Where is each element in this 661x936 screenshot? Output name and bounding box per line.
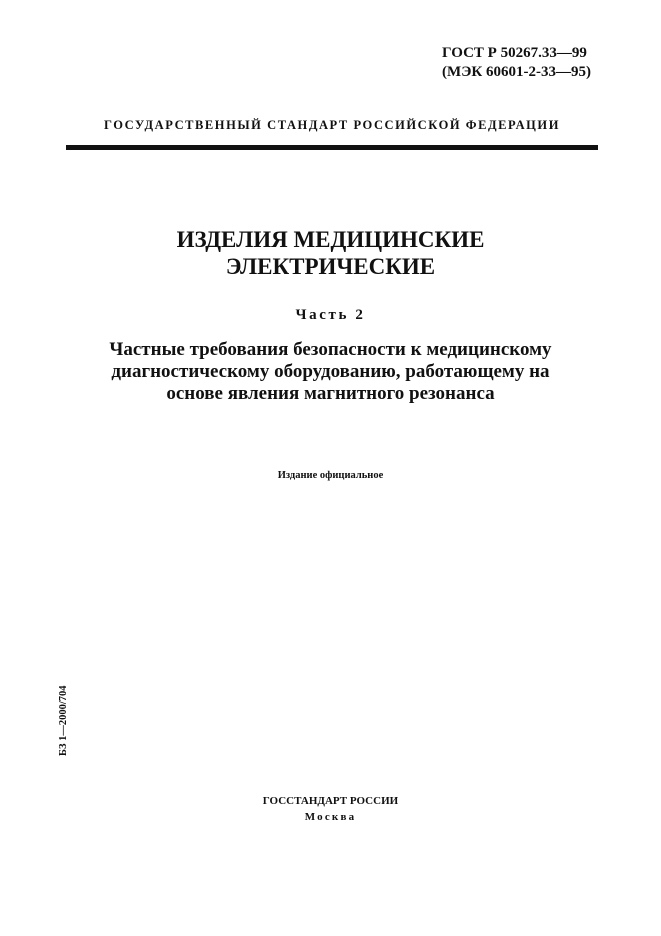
document-code xyxy=(442,44,591,82)
publisher-city: Москва xyxy=(304,811,357,823)
publisher-block xyxy=(0,793,661,825)
subtitle-line: Частные требования безопасности к медицинскому xyxy=(109,339,552,360)
main-title-line: ИЗДЕЛИЯ МЕДИЦИНСКИЕ xyxy=(176,227,485,252)
heading-rule xyxy=(66,145,598,150)
edition-label: Издание официальное xyxy=(277,470,384,481)
subtitle-line: диагностическому оборудованию, работающему на xyxy=(111,361,550,382)
gost-number: ГОСТ Р 50267.33—99 xyxy=(442,45,587,61)
part-label: Часть 2 xyxy=(295,307,366,323)
subtitle xyxy=(60,339,601,405)
side-code: БЗ 1—2000/704 xyxy=(58,685,69,756)
publisher-name: ГОССТАНДАРТ РОССИИ xyxy=(262,795,399,807)
iec-number: (МЭК 60601-2-33—95) xyxy=(442,64,591,80)
subtitle-line: основе явления магнитного резонанса xyxy=(166,383,495,404)
main-title-line: ЭЛЕКТРИЧЕСКИЕ xyxy=(225,254,436,279)
org-heading: ГОСУДАРСТВЕННЫЙ СТАНДАРТ РОССИЙСКОЙ ФЕДЕРАЦИИ xyxy=(104,118,560,132)
main-title xyxy=(0,226,661,280)
